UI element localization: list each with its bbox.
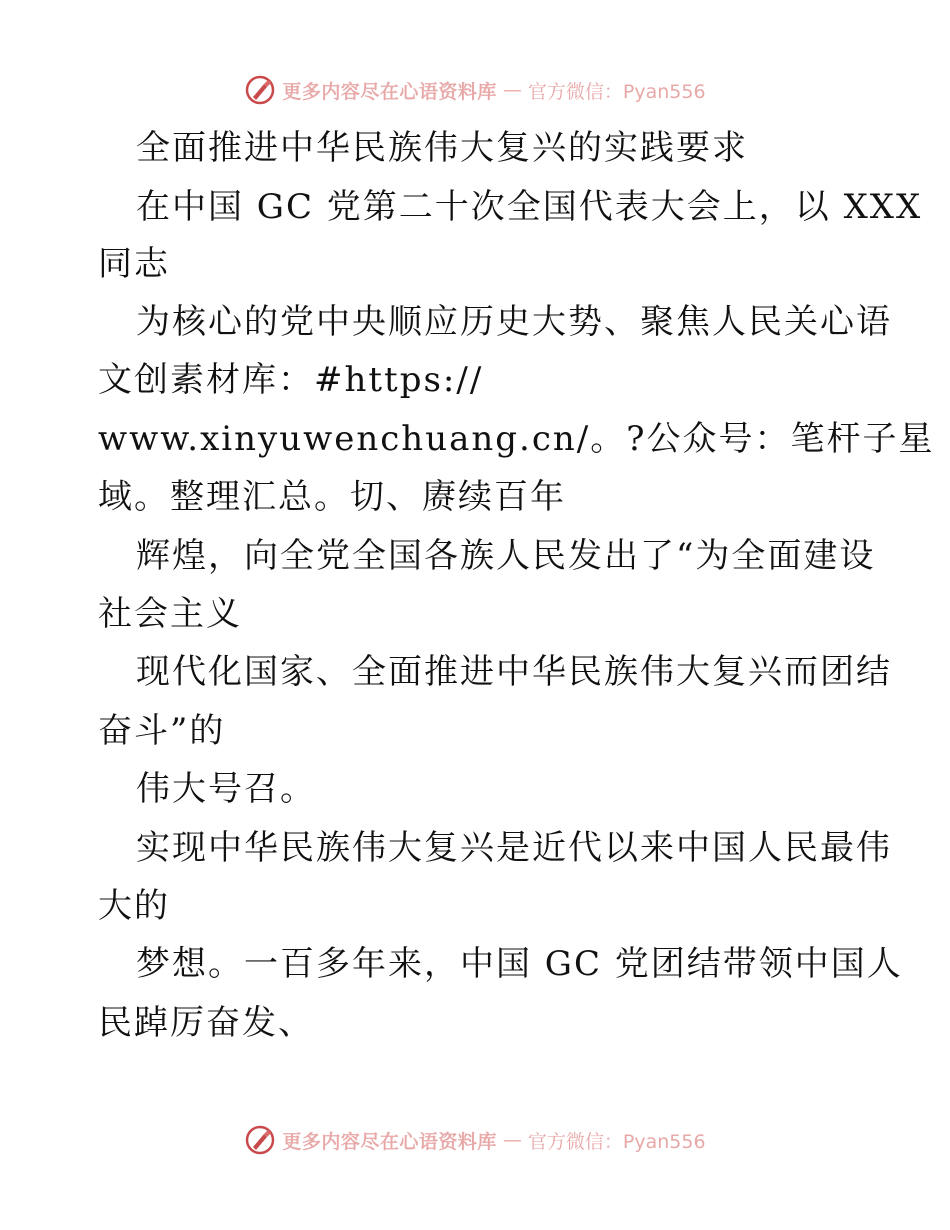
text-line: 大的 xyxy=(98,886,170,926)
pen-logo-icon xyxy=(244,74,276,106)
header-watermark xyxy=(0,70,950,110)
text-line: 民踔厉奋发、 xyxy=(98,1003,314,1043)
text-line: 同志 xyxy=(98,244,170,284)
text-line: 为核心的党中央顺应历史大势、聚焦人民关心语 xyxy=(136,302,892,342)
watermark-text: 更多内容尽在心语资料库 xyxy=(282,80,497,103)
text-line: 文创素材库：#https:// xyxy=(98,360,484,400)
text-line: 在中国 GC 党第二十次全国代表大会上，以 XXX xyxy=(136,187,923,227)
text-line: 辉煌，向全党全国各族人民发出了“为全面建设 xyxy=(136,536,876,576)
text-line: 伟大号召。 xyxy=(136,769,316,809)
text-line: 社会主义 xyxy=(98,594,242,634)
text-line: www.xinyuwenchuang.cn/。?公众号：笔杆子星 xyxy=(98,419,935,459)
watermark-suffix: 官方微信：Pyan556 xyxy=(527,80,706,103)
text-line: 全面推进中华民族伟大复兴的实践要求 xyxy=(136,128,748,168)
text-line: 梦想。一百多年来，中国 GC 党团结带领中国人 xyxy=(136,944,903,984)
footer-watermark xyxy=(0,1120,950,1160)
pen-logo-icon xyxy=(244,1124,276,1156)
text-line: 实现中华民族伟大复兴是近代以来中国人民最伟 xyxy=(136,828,892,868)
text-line: 域。整理汇总。切、赓续百年 xyxy=(98,477,566,517)
watermark-suffix: 官方微信：Pyan556 xyxy=(527,1130,706,1153)
text-line: 现代化国家、全面推进中华民族伟大复兴而团结 xyxy=(136,652,892,692)
watermark-dash: — xyxy=(502,79,522,101)
text-line: 奋斗”的 xyxy=(98,711,226,751)
watermark-dash: — xyxy=(502,1129,522,1151)
watermark-text: 更多内容尽在心语资料库 xyxy=(282,1130,497,1153)
